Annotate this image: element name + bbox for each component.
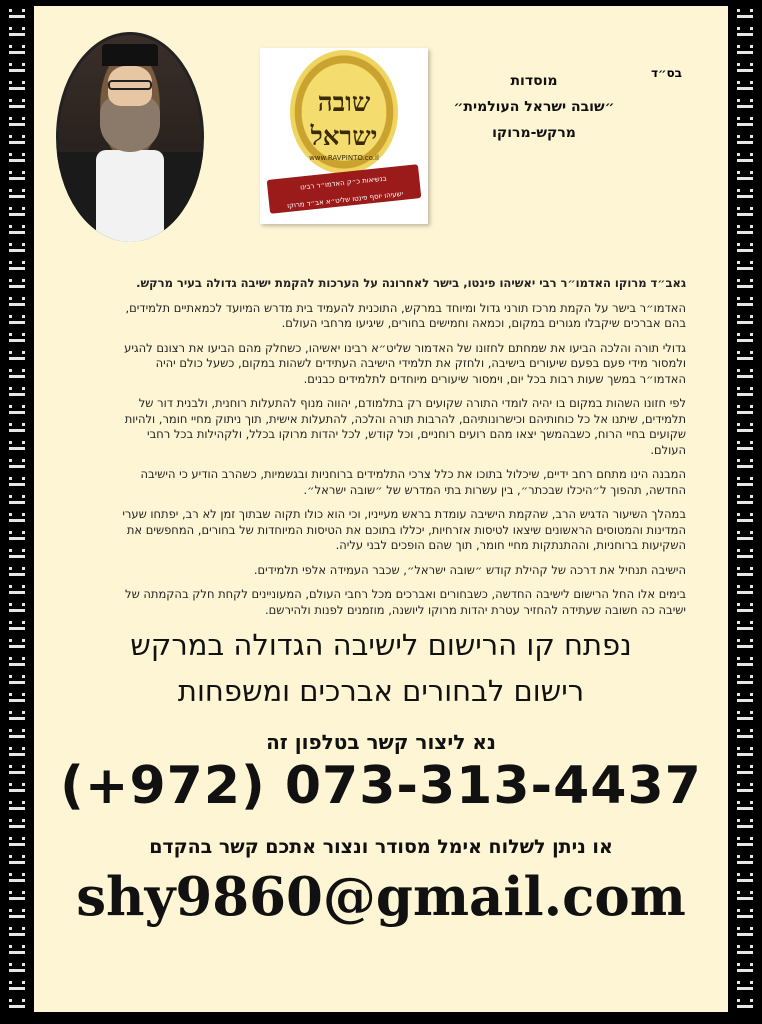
organization-logo (260, 40, 430, 230)
decorative-border-left (0, 0, 34, 1024)
rabbi-portrait (56, 32, 204, 242)
header-line-3: מרקש-מרוקו (492, 125, 576, 141)
email-address[interactable]: shy9860@gmail.com (76, 866, 686, 928)
logo-word-2: ישראל (310, 122, 378, 152)
frame-bottom (0, 1012, 762, 1024)
header-line-2: ״שובה ישראל העולמית״ (453, 99, 615, 115)
logo-word-1: שובה (317, 88, 371, 118)
article-body (118, 276, 686, 627)
email-contact-label: או ניתן לשלוח אימל מסודר ונצור אתכם קשר בהקדם (149, 836, 613, 858)
phone-contact-label: נא ליצור קשר בטלפון זה (266, 730, 496, 754)
paragraph-3: גדולי תורה והלכה הביעו את שמחתם לחזונו של האדמור שליט״א רבינו יאשיהו, כשחלק מהם הביעו את רצונם להגיע ולמסור מידי פעם בפעם שיעורים בישיבה, ולחזק את תלמידי הישיבה העתידים לשהות במקום, כשעל כולם יהיה האדמו״ר במשך שעות רבות בכל יום, וימסור שיעורים מיוחדים לתלמידים כבנים. (124, 340, 686, 386)
registration-headline: נפתח קו הרישום לישיבה הגדולה במרקש (130, 628, 632, 662)
paragraph-7: הישיבה תנחיל את דרכה של קהילת קודש ״שובה ישראל״, שכבר העמידה אלפי תלמידים. (253, 562, 686, 577)
paragraph-2: האדמו״ר בישר על הקמת מרכז תורני גדול ומיוחד במרקש, התוכנית להעמיד בית מדרש המיועד לכמאתיים תלמידים, בהם אברכים שיקבלו מגורים במקום, וכמאה וחמישים בחורים, שיגיעו מרחבי העולם. (125, 300, 686, 330)
decorative-border-right (728, 0, 762, 1024)
registration-subheadline: רישום לבחורים אברכים ומשפחות (177, 674, 585, 708)
phone-number[interactable]: (+972) 073-313-4437 (60, 756, 702, 816)
header-line-1: מוסדות (510, 73, 558, 89)
bsd-mark: בס״ד (650, 66, 682, 80)
ribbon-line-1: בנשיאות כ״ק האדמו״ר רבינו (299, 174, 387, 192)
paragraph-1: גאב״ד מרוקו האדמו״ר רבי יאשיהו פינטו, בישר לאחרונה על הערכות להקמת ישיבה גדולה בעיר מרקש. (136, 276, 686, 290)
paragraph-4: לפי חזונו השהות במקום בו יהיה לומדי התורה שקועים רק בתלמודם, יהווה מנוף להתעלות רוחנית, ולבנית דור של תלמידים, שיתנו אל כל כוחותיהם וכישרונותיהם, להרבות תורה והלכה, להתעלות אישית, תוך ניתוק מחיי חומר, ולהיות שקועים בחיי הרוח, כשבהמשך יצאו מהם רועים רוחניים, וכל קודש, לכל יהדות מרוקו בכלל, ולקהילות בכל רחבי העולם. (124, 396, 686, 457)
paragraph-8: בימים אלו החל הרישום לישיבה החדשה, כשבחורים ואברכים מכל רחבי העולם, המעוניינים לקחת חלק בהקמתה של ישיבה כה חשובה שעתידה להחזיר עטרת יהדות מרוקו ליושנה, מוזמנים לפנות ולהירשם. (125, 587, 686, 617)
logo-url: www.RAVPINTO.co.il (309, 154, 379, 162)
organization-header (424, 68, 644, 146)
paragraph-5: המבנה הינו מתחם רחב ידיים, שיכלול בתוכו את כלל צרכי התלמידים ברוחניות ובגשמיות, כשהרב הודיע כי הישיבה החדשה, תהפוך ל״היכלו שבכתר״, בין עשרות בתי המדרש של ״שובה ישראל״. (140, 467, 686, 497)
paragraph-6: במהלך השיעור הדגיש הרב, שהקמת הישיבה עומדת בראש מעייניו, וכי הוא כולו תקוה שבתוך זמן לא רב, יפתחו שערי המדינות והמטוסים הראשונים שיצאו לטיסות אזרחיות, יכללו בתוכם את הטיסות המיוחדות של בחורים, המחפשים את השקיעות ברוחניות, וההתנתקות מחיי חומר, תוך שהם הופכים לבני עליה. (122, 507, 686, 552)
ribbon-line-2: ישעיהו יוסף פינטו שליט״א אב״ד מרוקו (286, 189, 404, 211)
gold-medal-emblem (290, 50, 398, 174)
